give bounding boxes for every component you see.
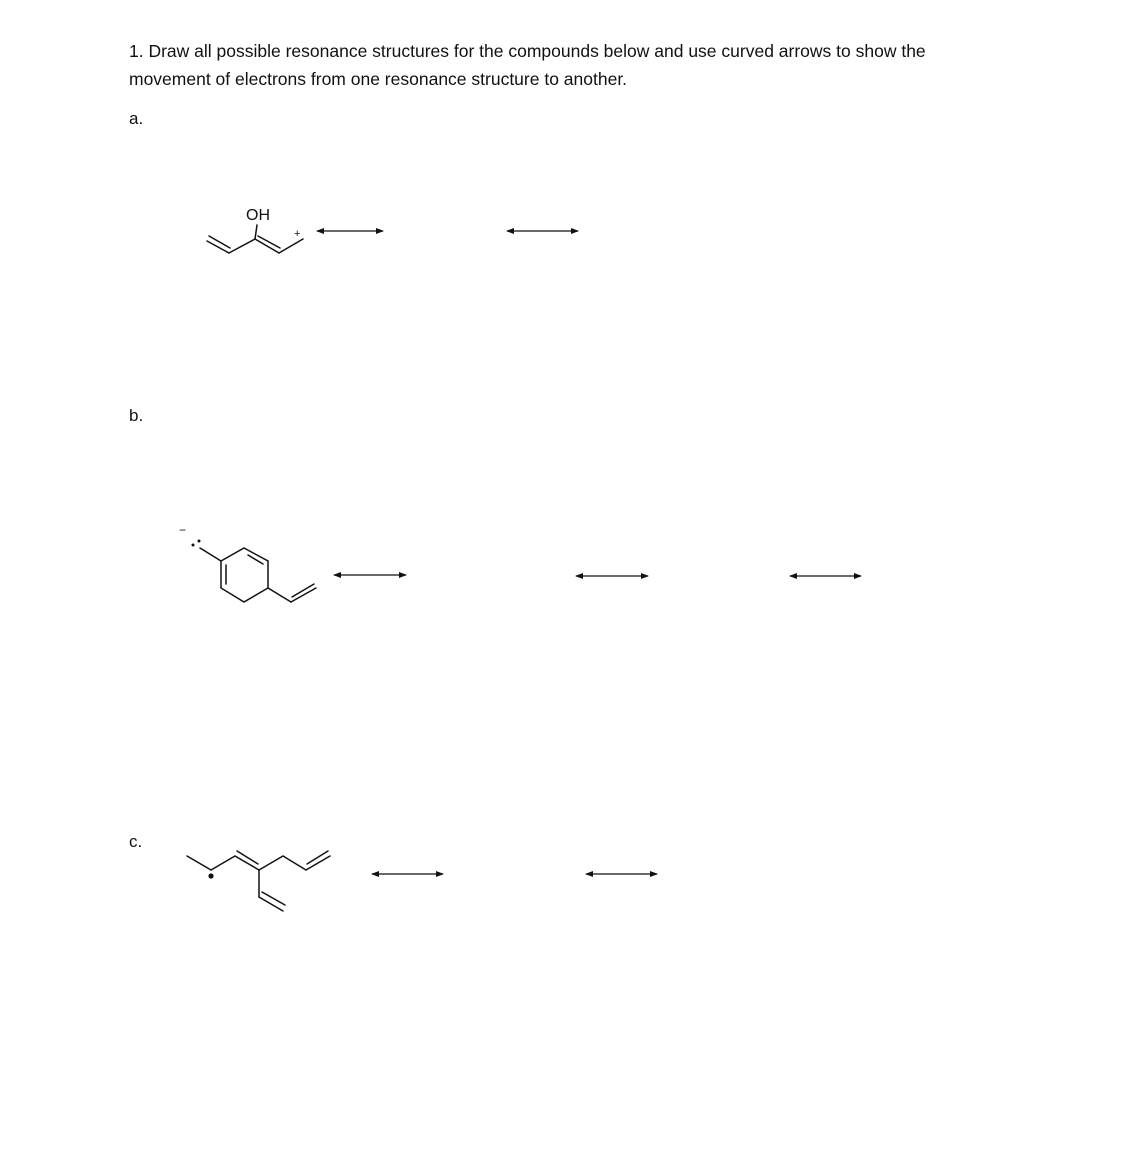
part-b-lone-pair-dot-2 <box>198 540 201 543</box>
part-b-molecule <box>200 548 316 602</box>
part-b-bond-vinyl-1 <box>268 588 291 602</box>
part-b-bond-methyl <box>200 548 221 561</box>
question-line-1: 1. Draw all possible resonance structures for the compounds below and use curved arrows to show the <box>129 41 926 61</box>
part-a-charge: + <box>294 228 301 240</box>
part-b-label: b. <box>129 406 144 425</box>
part-c-bond-5 <box>283 856 306 870</box>
part-c-bond-2 <box>211 856 235 870</box>
part-a-bond-1-double <box>209 236 230 248</box>
part-a-oh-label: OH <box>246 207 270 224</box>
radical-dot-icon <box>208 873 213 878</box>
question-line-2: movement of electrons from one resonance structure to another. <box>129 69 628 89</box>
part-a-bond-oh <box>255 225 257 239</box>
part-c-bond-8 <box>259 897 283 911</box>
part-c-molecule <box>187 851 330 911</box>
part-a-bond-2 <box>229 239 255 253</box>
part-c-bond-8-double <box>262 892 285 905</box>
part-c-bond-4 <box>259 856 283 870</box>
part-a-label: a. <box>129 109 144 128</box>
part-c-label: c. <box>129 832 143 851</box>
part-c-bond-3-double <box>237 851 258 864</box>
part-c-bond-1 <box>187 856 211 870</box>
part-b-ring <box>221 548 268 602</box>
part-a-bond-4 <box>279 239 303 253</box>
part-a-molecule <box>207 225 303 253</box>
part-b-charge: − <box>179 523 187 537</box>
part-a-bond-1 <box>207 241 229 253</box>
part-b-lone-pair-dot-1 <box>192 544 195 547</box>
part-c-bond-6-double <box>307 851 328 864</box>
